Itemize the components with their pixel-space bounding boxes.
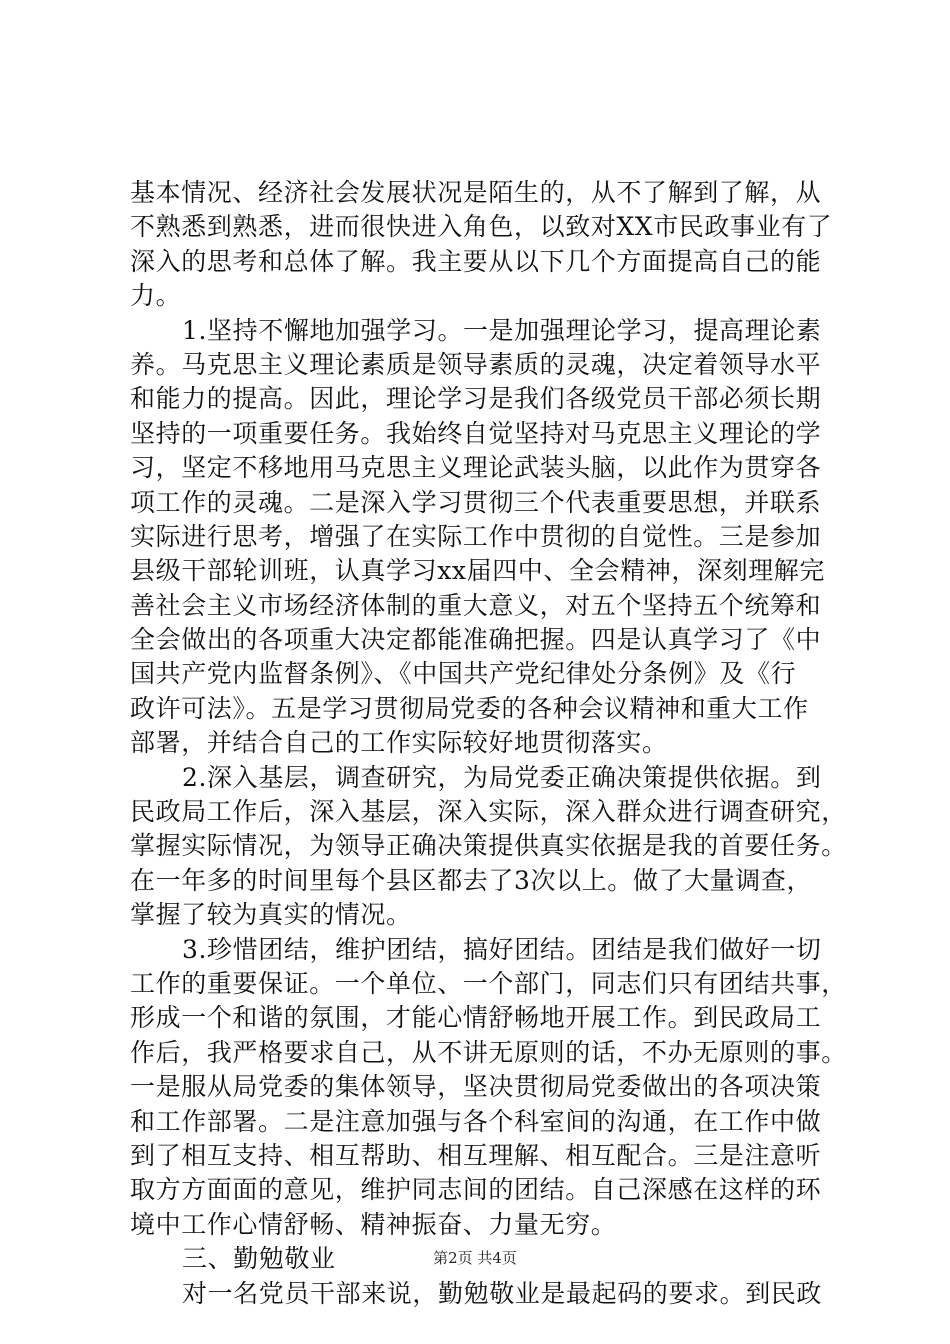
text-line: 三、勤勉敬业: [182, 1244, 336, 1274]
text-line: 深入的思考和总体了解。我主要从以下几个方面提高自己的能: [130, 246, 822, 276]
text-line: 善社会主义市场经济体制的重大意义，对五个坚持五个统筹和: [130, 590, 822, 620]
body-text: [130, 176, 847, 1311]
text-line: 到了相互支持、相互帮助、相互理解、相互配合。三是注意听: [130, 1140, 822, 1170]
text-line: 3.珍惜团结，维护团结，搞好团结。团结是我们做好一切: [182, 934, 822, 964]
text-line: 民政局工作后，深入基层，深入实际，深入群众进行调查研究，: [130, 797, 847, 827]
text-line: 基本情况、经济社会发展状况是陌生的，从不了解到了解，从: [130, 178, 822, 207]
page-footer: 第2页 共4页: [433, 1249, 517, 1267]
text-line: 境中工作心情舒畅、精神振奋、力量无穷。: [130, 1209, 617, 1239]
text-line: 全会做出的各项重大决定都能准确把握。四是认真学习了《中: [130, 625, 822, 655]
text-line: 部署，并结合自己的工作实际较好地贯彻落实。: [130, 728, 668, 758]
text-line: 形成一个和谐的氛围，才能心情舒畅地开展工作。到民政局工: [130, 1003, 822, 1033]
text-line: 和工作部署。二是注意加强与各个科室间的沟通，在工作中做: [130, 1106, 822, 1136]
text-line: 政许可法》。五是学习贯彻局党委的各种会议精神和重大工作: [130, 693, 809, 723]
text-line: 养。马克思主义理论素质是领导素质的灵魂，决定着领导水平: [130, 349, 822, 379]
text-line: 在一年多的时间里每个县区都去了3次以上。做了大量调查，: [130, 865, 813, 895]
text-line: 坚持的一项重要任务。我始终自觉坚持对马克思主义理论的学: [130, 418, 822, 448]
text-line: 2.深入基层，调查研究，为局党委正确决策提供依据。到: [182, 762, 822, 792]
text-line: 1.坚持不懈地加强学习。一是加强理论学习，提高理论素: [182, 315, 822, 345]
text-line: 项工作的灵魂。二是深入学习贯彻三个代表重要思想，并联系: [130, 487, 822, 517]
text-line: 工作的重要保证。一个单位、一个部门，同志们只有团结共事，: [130, 968, 847, 998]
text-line: 作后，我严格要求自己，从不讲无原则的话，不办无原则的事。: [130, 1037, 847, 1067]
text-line: 掌握了较为真实的情况。: [130, 900, 412, 930]
text-line: 和能力的提高。因此，理论学习是我们各级党员干部必须长期: [130, 384, 822, 414]
text-line: 不熟悉到熟悉，进而很快进入角色，以致对XX市民政事业有了: [130, 212, 833, 242]
text-line: 对一名党员干部来说，勤勉敬业是最起码的要求。到民政: [182, 1278, 823, 1308]
text-line: 国共产党内监督条例》、《中国共产党纪律处分条例》及《行: [130, 659, 797, 689]
text-line: 掌握实际情况，为领导正确决策提供真实依据是我的首要任务。: [130, 831, 847, 861]
text-line: 习，坚定不移地用马克思主义理论武装头脑，以此作为贯穿各: [130, 453, 822, 483]
text-line: 力。: [130, 281, 182, 311]
text-line: 实际进行思考，增强了在实际工作中贯彻的自觉性。三是参加: [130, 521, 822, 551]
text-line: 县级干部轮训班，认真学习xx届四中、全会精神，深刻理解完: [130, 556, 826, 586]
text-line: 取方方面面的意见，维护同志间的团结。自己深感在这样的环: [130, 1175, 822, 1205]
text-line: 一是服从局党委的集体领导，坚决贯彻局党委做出的各项决策: [130, 1072, 822, 1102]
